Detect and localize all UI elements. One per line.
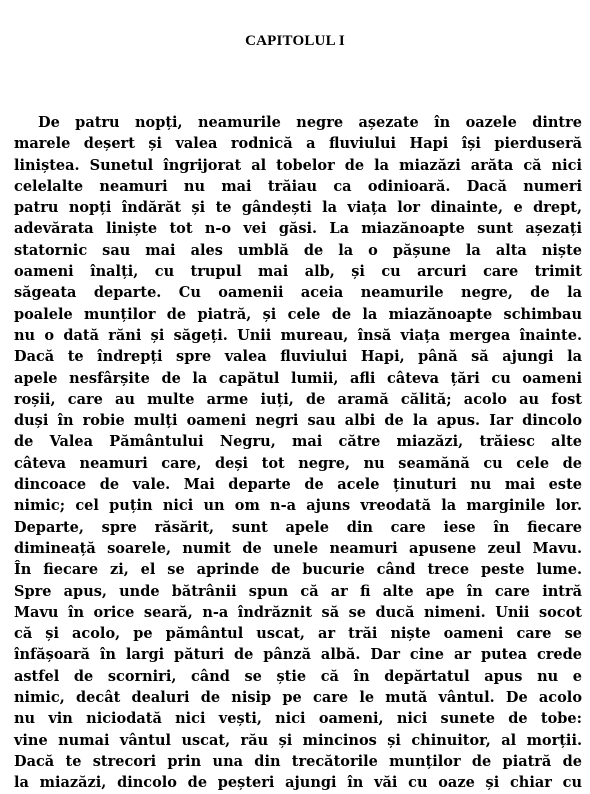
text-line: duși în robie mulți oameni negri sau albi de la apus. Iar dincolo	[14, 412, 582, 430]
text-line: Mavu în orice seară, n-a îndrăznit să se ducă nimeni. Unii socot	[14, 603, 582, 621]
text-line: săgeata departe. Cu oamenii aceia neamurile negre, de la	[14, 284, 582, 302]
text-line: oameni înalți, cu trupul mai alb, și cu arcuri care trimit	[14, 263, 582, 281]
text-line: roșii, care au multe arme iuți, de aramă călită; acolo au fost	[14, 390, 582, 408]
text-line: de Valea Pământului Negru, mai către miazăzi, trăiesc alte	[14, 433, 582, 451]
text-line: patru nopți îndărăt și te gândești la viața lor dinainte, e drept,	[14, 199, 582, 217]
text-line: poalele munților de piatră, și cele de la miazănoapte schimbau	[14, 305, 582, 323]
text-line: nu vin niciodată nici vești, nici oameni, nici sunete de tobe:	[14, 710, 582, 728]
text-line: vine numai vântul uscat, rău și mincinos și chinuitor, al morții.	[14, 731, 582, 749]
text-line: În fiecare zi, el se aprinde de bucurie când trece peste lume.	[14, 561, 582, 579]
text-line: apele nesfârșite de la capătul lumii, afli câteva țări cu oameni	[14, 369, 582, 387]
text-line: Dacă te strecori prin una din trecătorile munților de piatră de	[14, 752, 582, 770]
chapter-title: CAPITOLUL I	[245, 33, 345, 49]
text-line: De patru nopți, neamurile negre așezate în oazele dintre	[38, 114, 582, 131]
chapter-body-paragraph	[14, 112, 582, 794]
text-line: liniștea. Sunetul îngrijorat al tobelor de la miazăzi arăta că nici	[14, 156, 582, 174]
text-line: câteva neamuri care, deși tot negre, nu seamănă cu cele de	[14, 454, 582, 472]
text-line: la miazăzi, dincolo de peșteri ajungi în văi cu oaze și chiar cu	[14, 774, 582, 792]
text-line: dincoace de vale. Mai departe de acele ținuturi nu mai este	[14, 476, 582, 494]
text-line: dimineață soarele, numit de unele neamuri apusene zeul Mavu.	[14, 539, 582, 557]
text-line: nu o dată răni și săgeți. Unii mureau, însă viața mergea înainte.	[14, 326, 582, 344]
text-line: marele deșert și valea rodnică a fluviului Hapi își pierduseră	[14, 135, 582, 153]
text-line: astfel de scorniri, când se știe că în depărtatul apus nu e	[14, 667, 582, 685]
text-line: statornic sau mai ales umblă de la o pășune la alta niște	[14, 241, 582, 259]
text-line: celelalte neamuri nu mai trăiau ca odinioară. Dacă numeri	[14, 177, 582, 195]
text-line: Spre apus, unde bătrânii spun că ar fi alte ape în care intră	[14, 582, 582, 600]
text-line: adevărata liniște tot n-o vei găsi. La miazănoapte sunt așezați	[14, 220, 582, 238]
text-line: Dacă te îndrepți spre valea fluviului Hapi, până să ajungi la	[14, 348, 582, 366]
text-line: înfășoară în largi pături de pânză albă. Dar cine ar putea crede	[14, 646, 582, 664]
text-line: că și acolo, pe pământul uscat, ar trăi niște oameni care se	[14, 625, 582, 643]
text-line: nimic, decât dealuri de nisip pe care le mută vântul. De acolo	[14, 689, 582, 707]
text-line: nimic; cel puțin nici un om n-a ajuns vreodată la marginile lor.	[14, 497, 582, 515]
text-line: Departe, spre răsărit, sunt apele din care iese în fiecare	[14, 518, 582, 536]
